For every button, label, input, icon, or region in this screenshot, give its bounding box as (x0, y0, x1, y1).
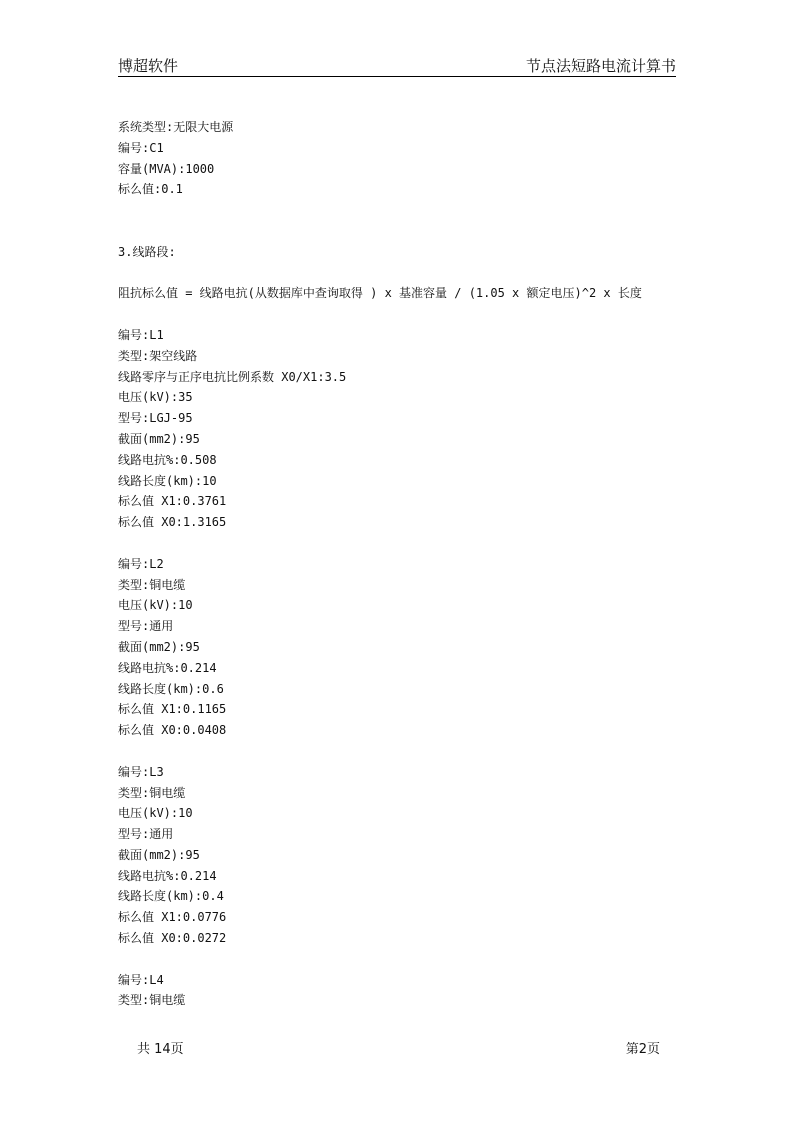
line-type: 类型:铜电缆 (118, 785, 186, 800)
line-cross-section: 截面(mm2):95 (118, 431, 200, 446)
source-per-unit: 标么值:0.1 (118, 182, 183, 197)
line-block-l4 (118, 970, 642, 1012)
line-block-l1 (118, 325, 642, 533)
line-x0-per-unit: 标么值 X0:0.0408 (118, 723, 227, 738)
line-x0-per-unit: 标么值 X0:0.0272 (118, 931, 227, 946)
line-id: 编号:L3 (118, 764, 164, 779)
line-block-l3 (118, 762, 642, 949)
spacer (118, 533, 642, 554)
line-zero-seq-ratio: 线路零序与正序电抗比例系数 X0/X1:3.5 (118, 369, 347, 384)
header-company: 博超软件 (118, 57, 179, 75)
line-type: 类型:铜电缆 (118, 577, 186, 592)
line-reactance: 线路电抗%:0.214 (118, 660, 217, 675)
line-voltage: 电压(kV):35 (118, 390, 193, 405)
line-model: 型号:通用 (118, 827, 174, 842)
line-x1-per-unit: 标么值 X1:0.1165 (118, 702, 227, 717)
source-capacity: 容量(MVA):1000 (118, 161, 215, 176)
spacer (118, 741, 642, 762)
impedance-formula: 阻抗标么值 = 线路电抗(从数据库中查询取得 ) x 基准容量 / (1.05 x 额定电压)^2 x 长度 (118, 286, 642, 301)
line-id: 编号:L2 (118, 556, 164, 571)
line-reactance: 线路电抗%:0.214 (118, 868, 217, 883)
section-title: 3.线路段: (118, 244, 176, 259)
line-type: 类型:铜电缆 (118, 993, 186, 1008)
source-id: 编号:C1 (118, 140, 164, 155)
line-cross-section: 截面(mm2):95 (118, 639, 200, 654)
line-id: 编号:L1 (118, 327, 164, 342)
spacer (118, 221, 642, 242)
line-reactance: 线路电抗%:0.508 (118, 452, 217, 467)
footer-page-number: 第2页 (625, 1042, 660, 1057)
line-id: 编号:L4 (118, 972, 164, 987)
line-x0-per-unit: 标么值 X0:1.3165 (118, 515, 227, 530)
line-model: 型号:通用 (118, 619, 174, 634)
spacer (118, 949, 642, 970)
line-length: 线路长度(km):0.4 (118, 889, 224, 904)
line-voltage: 电压(kV):10 (118, 598, 193, 613)
document-body (118, 117, 642, 1011)
spacer (118, 304, 642, 325)
line-length: 线路长度(km):0.6 (118, 681, 224, 696)
spacer (118, 263, 642, 284)
spacer (118, 200, 642, 221)
line-length: 线路长度(km):10 (118, 473, 217, 488)
line-x1-per-unit: 标么值 X1:0.0776 (118, 910, 227, 925)
header-document-title: 节点法短路电流计算书 (525, 57, 676, 75)
footer-total-pages: 共 14页 (137, 1042, 184, 1057)
line-voltage: 电压(kV):10 (118, 806, 193, 821)
line-type: 类型:架空线路 (118, 348, 198, 363)
line-x1-per-unit: 标么值 X1:0.3761 (118, 494, 227, 509)
source-block (118, 117, 642, 200)
header-divider (118, 76, 676, 77)
line-cross-section: 截面(mm2):95 (118, 847, 200, 862)
line-model: 型号:LGJ-95 (118, 411, 193, 426)
line-block-l2 (118, 554, 642, 741)
source-type: 系统类型:无限大电源 (118, 120, 234, 134)
